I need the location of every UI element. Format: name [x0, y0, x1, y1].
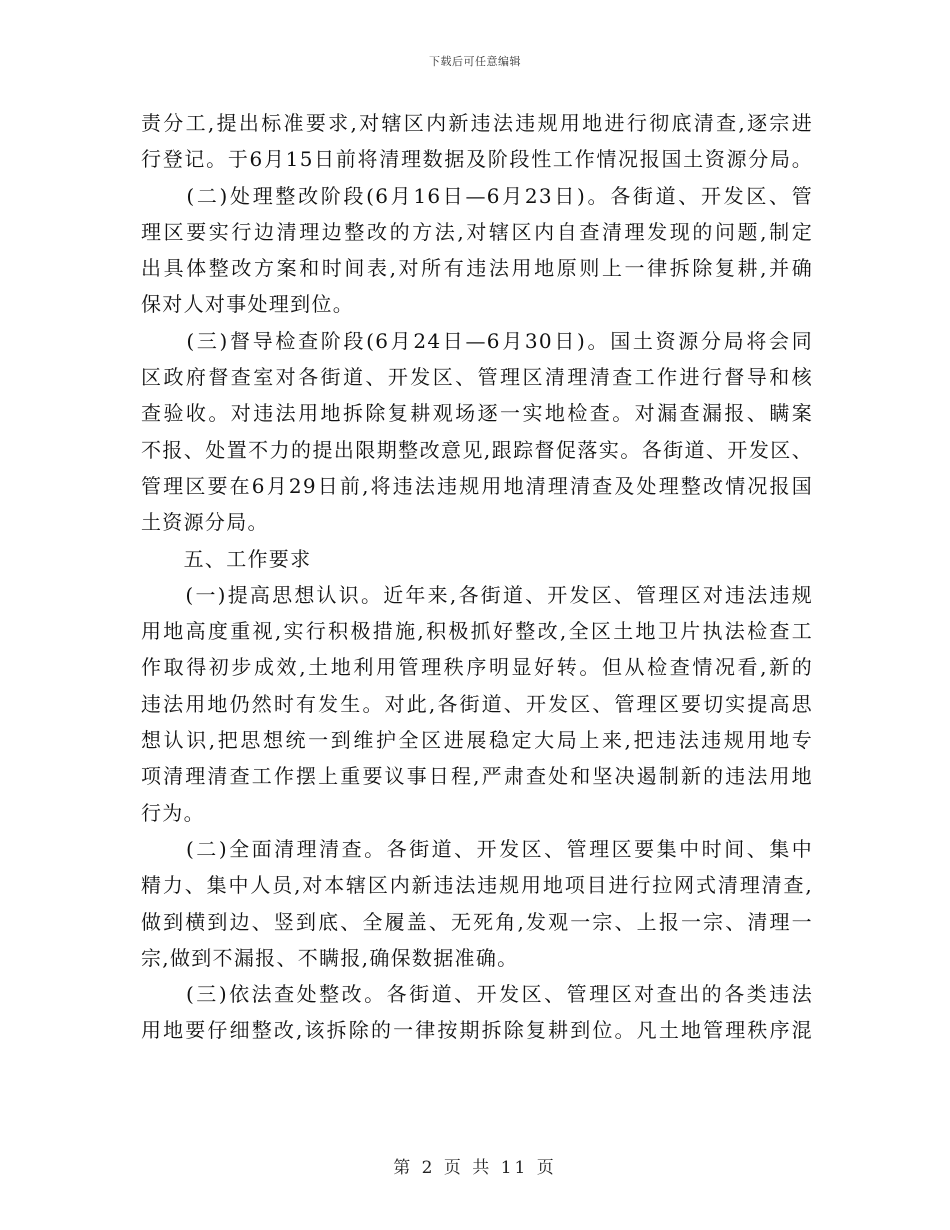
text-line: 保对人对事处理到位。 — [141, 292, 354, 317]
text-line: 想认识,把思想统一到维护全区进展稳定大局上来,把违法违规用地专 — [141, 728, 813, 753]
text-line: 行为。 — [141, 800, 205, 825]
text-line: 查验收。对违法用地拆除复耕观场逐一实地检查。对漏查漏报、瞒案 — [141, 401, 813, 426]
text-line: 区政府督查室对各街道、开发区、管理区清理清查工作进行督导和核 — [141, 365, 813, 390]
text-line: 不报、处置不力的提出限期整改意见,跟踪督促落实。各街道、开发区、 — [141, 437, 813, 462]
text-line: (一)提高思想认识。近年来,各街道、开发区、管理区对违法违规 — [141, 582, 813, 607]
text-line: 土资源分局。 — [141, 510, 269, 535]
text-line: 行登记。于6月15日前将清理数据及阶段性工作情况报国土资源分局。 — [141, 147, 813, 172]
page-header: 下载后可任意编辑 — [429, 55, 521, 68]
text-line: 项清理清查工作摆上重要议事日程,严肃查处和坚决遏制新的违法用地 — [141, 764, 813, 789]
text-line: 精力、集中人员,对本辖区内新违法违规用地项目进行拉网式清理清查, — [141, 873, 813, 898]
text-line: 宗,做到不漏报、不瞒报,确保数据准确。 — [141, 945, 519, 970]
text-line: 做到横到边、竖到底、全履盖、无死角,发观一宗、上报一宗、清理一 — [141, 909, 813, 934]
page-footer: 第 2 页 共 11 页 — [393, 1158, 557, 1178]
text-line: (三)依法查处整改。各街道、开发区、管理区对查出的各类违法 — [141, 982, 813, 1007]
text-line: (二)处理整改阶段(6月16日—6月23日)。各街道、开发区、管 — [141, 183, 813, 208]
text-line: 作取得初步成效,土地利用管理秩序明显好转。但从检查情况看,新的 — [141, 655, 813, 680]
text-line: 用地要仔细整改,该拆除的一律按期拆除复耕到位。凡土地管理秩序混 — [141, 1018, 813, 1043]
text-line: 管理区要在6月29日前,将违法违规用地清理清查及处理整改情况报国 — [141, 473, 813, 498]
text-line: 五、工作要求 — [141, 546, 312, 571]
text-line: (二)全面清理清查。各街道、开发区、管理区要集中时间、集中 — [141, 836, 813, 861]
text-line: 用地高度重视,实行积极措施,积极抓好整改,全区土地卫片执法检查工 — [141, 619, 813, 644]
text-line: 理区要实行边清理边整改的方法,对辖区内自查清理发现的问题,制定 — [141, 219, 813, 244]
text-line: (三)督导检查阶段(6月24日—6月30日)。国土资源分局将会同 — [141, 328, 813, 353]
text-line: 责分工,提出标准要求,对辖区内新违法违规用地进行彻底清查,逐宗进 — [141, 111, 813, 135]
text-line: 违法用地仍然时有发生。对此,各街道、开发区、管理区要切实提高思 — [141, 691, 813, 716]
text-line: 出具体整改方案和时间表,对所有违法用地原则上一律拆除复耕,并确 — [141, 256, 813, 281]
body-text — [141, 105, 813, 1049]
